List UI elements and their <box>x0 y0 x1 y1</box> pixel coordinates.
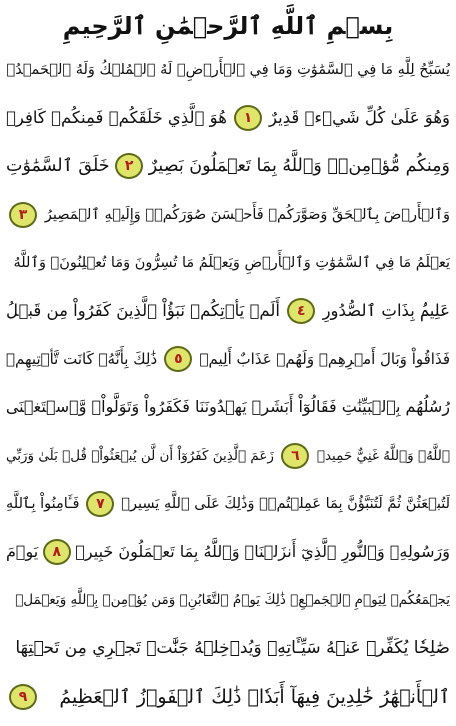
ayah-number-marker: ٧ <box>86 491 114 517</box>
verse-line <box>6 484 450 524</box>
verse-text: ٱلۡأَنۡهَٰرُ خَٰلِدِينَ فِيهَآ أَبَدٗاۚ ذَٰلِكَ ٱلۡفَوۡزُ ٱلۡعَظِيمُ <box>59 685 450 708</box>
verse-text: وَمِنكُم مُّؤۡمِنٞۚ وَٱللَّهُ بِمَا تَعۡمَلُونَ بَصِيرٌ <box>148 156 450 177</box>
verse-line <box>6 146 450 186</box>
verse-line <box>6 291 450 331</box>
ayah-number-marker: ٢ <box>115 153 143 179</box>
verse-text: ذَٰلِكَ بِأَنَّهُۥ كَانَت تَّأۡتِيهِمۡ <box>6 350 158 369</box>
ayah-number-marker: ١ <box>234 105 262 131</box>
verse-text: وَرَسُولِهِۦ وَٱلنُّورِ ٱلَّذِيٓ أَنزَلۡنَاۚ وَٱللَّهُ بِمَا تَعۡمَلُونَ خَبِيرٞ <box>75 542 450 561</box>
verse-text: رُسُلُهُم بِٱلۡبَيِّنَٰتِ فَقَالُوٓاْ أَبَشَرٞ يَهۡدُونَنَا فَكَفَرُواْ وَتَوَلَّواْۚ وَّٱسۡتَغۡنَى <box>6 397 450 417</box>
verse-text: يَجۡمَعُكُمۡ لِيَوۡمِ ٱلۡجَمۡعِۖ ذَٰلِكَ يَوۡمُ ٱلتَّغَابُنِۗ وَمَن يُؤۡمِنۢ بِٱللَّهِ وَيَعۡمَلۡ <box>15 592 450 609</box>
verse-line <box>6 195 450 235</box>
verse-line <box>6 50 450 90</box>
ayah-number-marker: ٦ <box>281 443 309 469</box>
ayah-number-marker: ٣ <box>9 202 37 228</box>
verse-text: أَلَمۡ يَأۡتِكُمۡ نَبَؤُاْ ٱلَّذِينَ كَفَرُواْ مِن قَبۡلُ <box>6 301 281 320</box>
verse-text: خَلَقَ ٱلسَّمَٰوَٰتِ <box>6 156 110 177</box>
verse-text: عَلِيمُۢ بِذَاتِ ٱلصُّدُورِ <box>322 301 450 320</box>
ayah-number-marker: ٥ <box>164 346 192 372</box>
ayah-number-marker: ٨ <box>43 539 71 565</box>
verse-text: يُسَبِّحُ لِلَّهِ مَا فِي ٱلسَّمَٰوَٰتِ وَمَا فِي ٱلۡأَرۡضِۖ لَهُ ٱلۡمُلۡكُ وَلَهُ ٱلۡحَمۡدُۖ <box>6 62 450 78</box>
verse-text: فَذَاقُواْ وَبَالَ أَمۡرِهِمۡ وَلَهُمۡ عَذَابٌ أَلِيمٞ <box>199 350 450 369</box>
verse-line <box>6 580 450 620</box>
verse-text: صَٰلِحٗا يُكَفِّرۡ عَنۡهُ سَيِّـَٔاتِهِۦ وَيُدۡخِلۡهُ جَنَّٰتٖ تَجۡرِي مِن تَحۡتِهَا <box>15 638 450 659</box>
verse-text: ٱللَّهُۚ وَٱللَّهُ غَنِيٌّ حَمِيدٞ <box>316 447 450 464</box>
verse-line <box>6 243 450 283</box>
verse-text: يَعۡلَمُ مَا فِي ٱلسَّمَٰوَٰتِ وَٱلۡأَرۡضِ وَيَعۡلَمُ مَا تُسِرُّونَ وَمَا تُعۡلِنُونَۚ وَٱللَّهُ <box>13 254 450 271</box>
verse-text: زَعَمَ ٱلَّذِينَ كَفَرُوٓاْ أَن لَّن يُبۡعَثُواْۚ قُلۡ بَلَىٰ وَرَبِّي <box>6 447 274 464</box>
verse-text: يَوۡمَ <box>6 542 39 561</box>
verse-text: فَـَٔامِنُواْ بِٱللَّهِ <box>6 495 80 512</box>
verse-line <box>6 532 450 572</box>
verse-line <box>6 339 450 379</box>
verse-text: لَتُبۡعَثُنَّ ثُمَّ لَتُنَبَّؤُنَّ بِمَا عَمِلۡتُمۡۚ وَذَٰلِكَ عَلَى ٱللَّهِ يَسِيرٞ <box>121 495 450 512</box>
verse-line <box>6 628 450 668</box>
ayah-number-marker: ٤ <box>287 298 315 324</box>
verse-line <box>6 677 450 717</box>
verse-text: وَهُوَ عَلَىٰ كُلِّ شَيۡءٖ قَدِيرٌ <box>269 108 450 128</box>
verse-text: وَٱلۡأَرۡضَ بِٱلۡحَقِّ وَصَوَّرَكُمۡ فَأَحۡسَنَ صُوَرَكُمۡۖ وَإِلَيۡهِ ٱلۡمَصِيرُ <box>44 206 450 223</box>
verse-line <box>6 436 450 476</box>
verse-line <box>6 98 450 138</box>
verse-line <box>6 387 450 427</box>
ayah-number-marker: ٩ <box>9 684 37 710</box>
basmala: بِسۡمِ ٱللَّهِ ٱلرَّحۡمَٰنِ ٱلرَّحِيمِ <box>62 12 394 40</box>
verse-text: هُوَ ٱلَّذِي خَلَقَكُمۡ فَمِنكُمۡ كَافِرٞ <box>6 108 227 128</box>
